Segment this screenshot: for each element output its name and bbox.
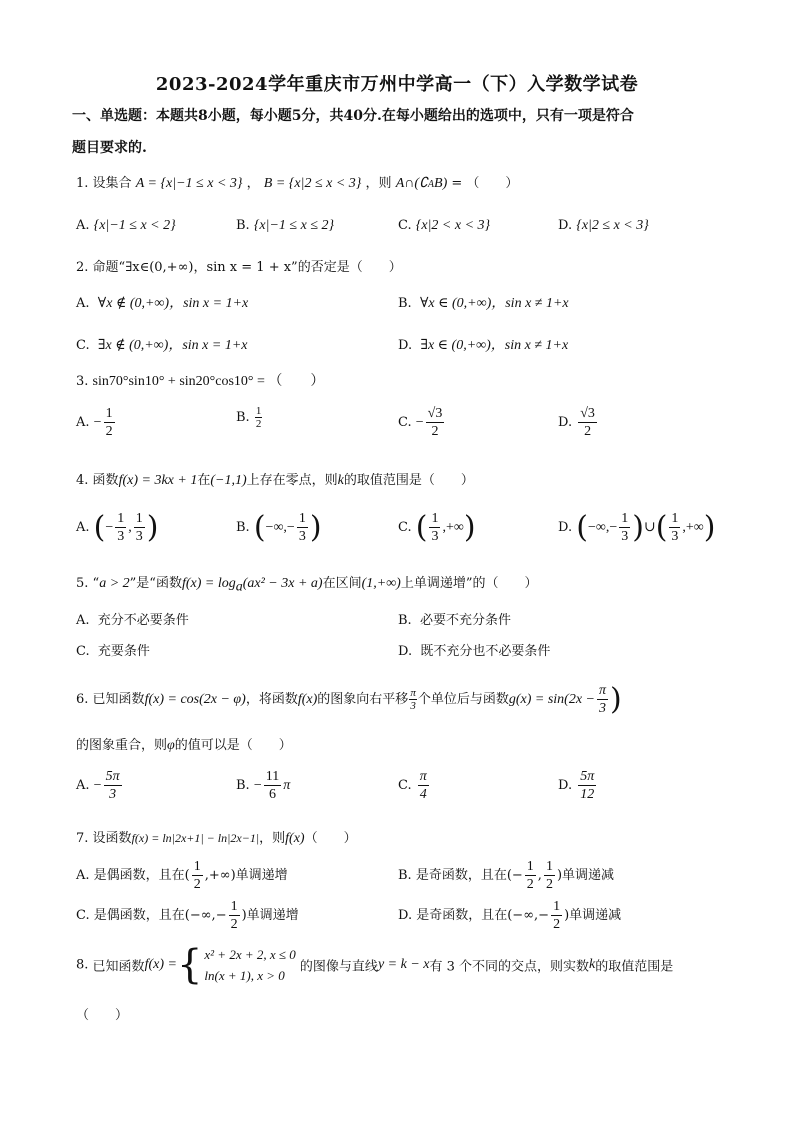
q7-option-d[interactable]: D. 是奇函数，且在(−∞,− $\frac{1}{2}$ )单调递减: [398, 899, 622, 932]
q7-option-b[interactable]: B. 是奇函数，且在(− $\frac{1}{2}$ , $\frac{1}{2}$ )单调递减: [398, 859, 615, 892]
question-number: 3.: [76, 374, 89, 389]
q5-option-a[interactable]: A. 充分不必要条件: [76, 613, 189, 628]
question-number: 7.: [76, 831, 89, 846]
q1-option-d[interactable]: D. {x|2 ≤ x < 3}: [558, 218, 649, 233]
question-text: 命题“∃x∈(0,+∞)，sin x = 1 + x”的否定是（ ）: [92, 260, 402, 275]
q4-option-a[interactable]: A. (− $\frac{1}{3}$ , $\frac{1}{3}$ ): [76, 510, 159, 545]
q7-option-c[interactable]: C. 是偶函数，且在(−∞,− $\frac{1}{2}$ )单调递增: [76, 899, 299, 932]
question-4: 4. 函数f(x) = 3kx + 1在(−1,1)上存在零点，则k的取值范围是（ ）: [76, 473, 474, 488]
piece-1: x² + 2x + 2, x ≤ 0: [204, 947, 296, 962]
q4-option-d[interactable]: D. (−∞,− $\frac{1}{3}$ )∪( $\frac{1}{3}$ ,+∞): [558, 510, 716, 545]
q3-option-c[interactable]: C. − $\frac{√3}{2}$: [398, 406, 443, 439]
question-6: 6. 已知函数f(x) = cos(2x − φ)，将函数f(x)的图象向右平移 $\frac{\pi}{3}$ 个单位后与函数g(x) = sin(2x − $\frac{\pi}{3}$ ): [76, 682, 622, 717]
question-number: 4.: [76, 473, 89, 488]
condition: a > 2: [99, 576, 130, 591]
q3-option-a[interactable]: A. − $\frac{1}{2}$: [76, 406, 113, 439]
q3-option-b[interactable]: B. $\frac{1}{2}$: [236, 405, 262, 430]
q2-option-a[interactable]: A. ∀x ∉ (0,+∞)，sin x = 1+x: [76, 296, 249, 311]
question-number: 6.: [76, 692, 89, 707]
q2-option-d[interactable]: D. ∃x ∈ (0,+∞)，sin x ≠ 1+x: [398, 338, 569, 353]
question-2: [76, 256, 402, 275]
q6-option-a[interactable]: A. − $\frac{5\pi}{3}$: [76, 769, 120, 802]
q1-option-a[interactable]: A. {x|−1 ≤ x < 2}: [76, 218, 176, 233]
q2-option-b[interactable]: B. ∀x ∈ (0,+∞)，sin x ≠ 1+x: [398, 296, 569, 311]
question-number: 5.: [76, 576, 89, 591]
set-b: B = {x|2 ≤ x < 3}: [263, 176, 362, 191]
question-number: 1.: [76, 176, 89, 191]
question-number: 8.: [76, 957, 89, 973]
section-heading: [72, 100, 732, 164]
interval: (−1,1): [210, 473, 247, 488]
question-number: 2.: [76, 260, 89, 275]
section-heading-line1: 一、单选题：本题共8小题，每小题5分，共40分.在每小题给出的选项中，只有一项是符合: [72, 108, 634, 124]
answer-paren: = （ ）: [451, 176, 519, 191]
q6-option-d[interactable]: D. $\frac{5\pi}{12}$: [558, 769, 595, 802]
piece-2: ln(x + 1), x > 0: [204, 968, 285, 983]
function-expr: f(x) = 3kx + 1: [118, 473, 198, 488]
q4-option-b[interactable]: B. (−∞,− $\frac{1}{3}$ ): [236, 510, 322, 545]
question-5: 5. “a > 2”是“函数$f(x) = \log_a(ax^2 - 3x + a)$在区间(1,+∞)上单调递增”的（ ）: [76, 576, 538, 595]
question-3: [76, 370, 324, 390]
q1-option-b[interactable]: B. {x|−1 ≤ x ≤ 2}: [236, 218, 335, 233]
q3-option-d[interactable]: D. $\frac{√3}{2}$: [558, 406, 595, 439]
q5-option-b[interactable]: B. 必要不充分条件: [398, 613, 511, 628]
expression: A∩(∁: [395, 176, 428, 191]
question-8-paren: （ ）: [76, 1008, 129, 1023]
function-expr: f(x) = log: [181, 576, 236, 591]
q6-option-c[interactable]: C. $\frac{\pi}{4}$: [398, 769, 427, 802]
question-1: 1. 设集合 A = {x|−1 ≤ x < 3} ， B = {x|2 ≤ x < 3} ，则 A∩(∁AB) = （ ）: [76, 176, 519, 191]
q4-option-c[interactable]: C. ( $\frac{1}{3}$ ,+∞): [398, 510, 476, 545]
question-8: 8. 已知函数f(x) ={ x² + 2x + 2, x ≤ 0 ln(x + 1), x > 0 的图像与直线y = k − x有 3 个不同的交点，则实数k的取值范围是: [76, 942, 674, 988]
q6-option-b[interactable]: B. − $\frac{11}{6}$ π: [236, 769, 291, 802]
question-text: 设集合: [92, 176, 132, 191]
set-a: A = {x|−1 ≤ x < 3}: [135, 176, 243, 191]
q7-option-a[interactable]: A. 是偶函数，且在( $\frac{1}{2}$ ,+∞)单调递增: [76, 859, 288, 892]
q2-option-c[interactable]: C. ∃x ∉ (0,+∞)，sin x = 1+x: [76, 338, 248, 353]
page-title: 2023-2024学年重庆市万州中学高一（下）入学数学试卷: [155, 74, 639, 95]
q5-option-c[interactable]: C. 充要条件: [76, 644, 150, 659]
q1-option-c[interactable]: C. {x|2 < x < 3}: [398, 218, 491, 233]
q5-option-d[interactable]: D. 既不充分也不必要条件: [398, 644, 551, 659]
question-text: sin70°sin10° + sin20°cos10° = （ ）: [92, 374, 325, 389]
section-heading-line2: 题目要求的.: [72, 140, 147, 156]
question-7: 7. 设函数f(x) = ln|2x+1| − ln|2x−1|，则f(x)（ ）: [76, 831, 357, 846]
question-6-cont: 的图象重合，则φ的值可以是（ ）: [76, 738, 292, 753]
question-text: ，则: [365, 176, 392, 191]
